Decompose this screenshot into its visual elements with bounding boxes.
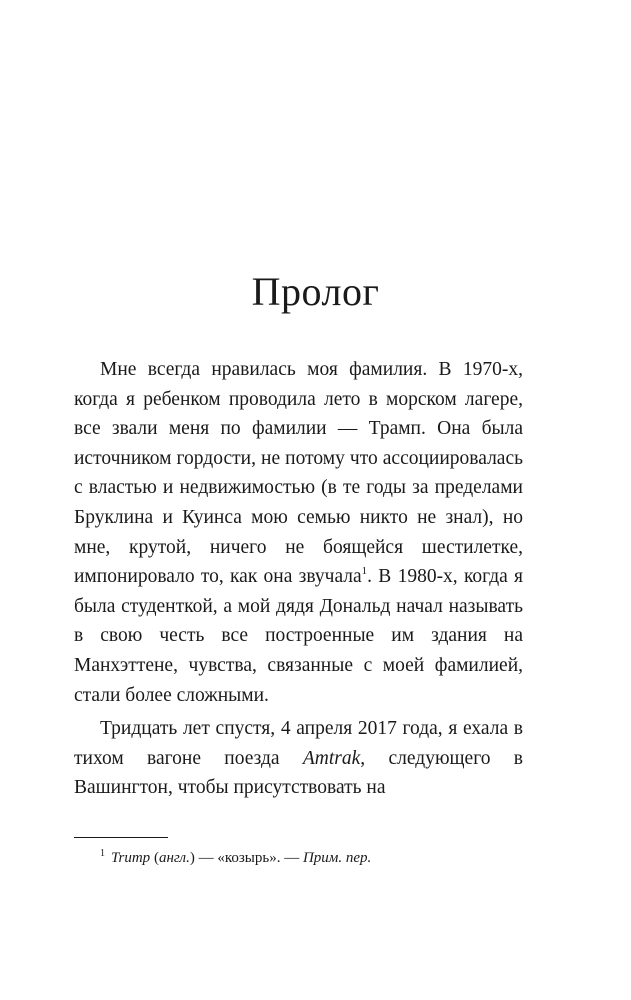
paragraph-1-text-b: . В 1980-х, когда я была студенткой, а мой дядя Дональд начал называть в свою честь все построенные им здания на Манхэттене, чувства, связанные с моей фамилией, стали более сложными.: [74, 566, 524, 706]
footnote-number: 1: [100, 848, 105, 859]
paragraph-2: [74, 714, 523, 803]
footnote-reference-mark: 1: [361, 565, 368, 578]
body-text: [74, 355, 523, 803]
footnote-translator-note: Прим. пер.: [302, 850, 372, 866]
footnote-dash-1: —: [194, 850, 218, 866]
footnote-dash-2: —: [280, 850, 303, 866]
footnote-language: англ.: [158, 850, 190, 866]
paragraph-2-text-a: Тридцать лет спустя, 4 апреля 2017 года, я ехала в тихом вагоне поезда: [74, 718, 523, 769]
chapter-title: Пролог: [251, 269, 380, 314]
paragraph-1-text-a: Мне всегда нравилась моя фамилия. В 1970-х, когда я ребенком проводила лето в морском лагере, все звали меня по фамилии — Трамп. Она была источником гордости, не потому что ассоциировалась с властью и недвижимостью (в те годы за пределами Бруклина и Куинса мою семью никто не знал), но мне, крутой, ничего не боящейся шестилетке, импонировало то, как она звучала: [74, 359, 523, 588]
footnote-meaning: «козырь».: [217, 850, 281, 866]
footnote-paren-open: (: [150, 850, 159, 866]
footnote-term: Trump: [111, 850, 151, 866]
footnote: [100, 848, 523, 868]
paragraph-1: [74, 355, 523, 710]
paragraph-2-italic-brand: Amtrak: [302, 747, 361, 769]
footnote-separator: [74, 837, 168, 838]
footnote-paren-close: ): [189, 850, 195, 866]
paragraph-2-text-b: , следующего в Вашингтон, чтобы присутствовать на: [74, 747, 523, 799]
